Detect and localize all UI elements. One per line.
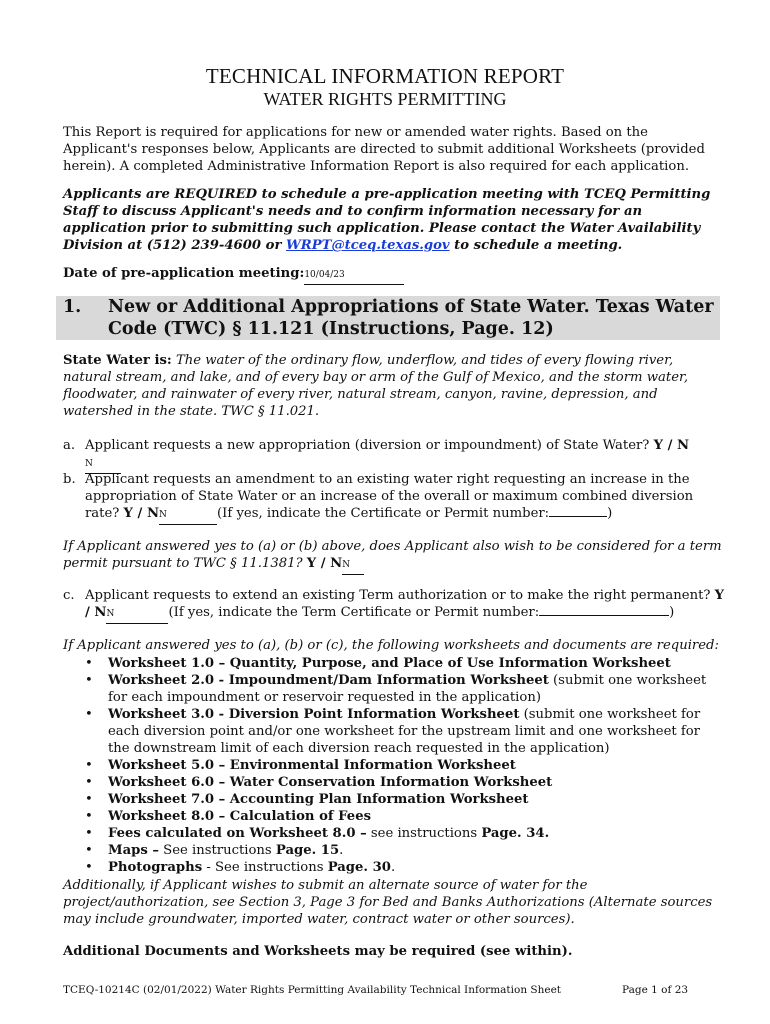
footer-page-number: Page 1 of 23 <box>622 984 689 996</box>
requirement-text-end: to schedule a meeting. <box>449 238 623 253</box>
list-item <box>63 706 723 757</box>
worksheet-3-note: (submit one worksheet for each diversion point and/or one worksheet for the upstream limit and one worksheet for the downstream limit of each diversion reach requested in the application) <box>108 707 701 756</box>
state-water-label: State Water is: <box>63 353 172 368</box>
list-item <box>63 757 723 774</box>
question-b-text: Applicant requests an amendment to an existing water right requesting an increase in the appropriation of State Water or an increase of the overall or maximum combined diversion rate? <box>85 472 694 521</box>
state-water-text: The water of the ordinary flow, underflow, and tides of every flowing river, natural stream, and lake, and of every bay or arm of the Gulf of Mexico, and the storm water, floodwater, and rainwater of every river, natural stream, canyon, ravine, depression, and watershed in the state. TWC § 11.021. <box>63 353 689 419</box>
worksheet-8-title: Worksheet 8.0 – Calculation of Fees <box>108 809 372 824</box>
question-a-answer[interactable]: N <box>85 456 121 474</box>
section-number: 1. <box>63 297 82 317</box>
maps-title: Maps – <box>108 843 159 858</box>
report-subtitle: WATER RIGHTS PERMITTING <box>263 89 507 109</box>
term-permit-question <box>63 538 723 575</box>
state-water-definition <box>63 352 723 420</box>
maps-page: Page. 15 <box>275 843 340 858</box>
worksheet-7-title: Worksheet 7.0 – Accounting Plan Information Worksheet <box>108 792 529 807</box>
question-b-label: b. <box>63 472 76 487</box>
term-permit-yn: Y / N <box>306 556 343 571</box>
maps-tail: . <box>339 843 344 858</box>
question-c-answer[interactable]: N <box>106 606 168 624</box>
fees-note: see instructions <box>366 826 482 841</box>
meeting-date-field[interactable]: 10/04/23 <box>304 267 404 285</box>
intro-paragraph: This Report is required for applications for new or amended water rights. Based on the Applicant's responses below, Applicants are directed to submit additional Worksheets (provided herein). A completed Administrative Information Report is also required for each application. <box>63 125 705 174</box>
list-item <box>63 825 723 842</box>
section-title: New or Additional Appropriations of State Water. Texas Water Code (TWC) § 11.121 (Instructions, Page. 12) <box>108 297 714 339</box>
worksheet-2-note: (submit one worksheet for each impoundment or reservoir requested in the application) <box>108 673 707 705</box>
required-worksheets-intro: If Applicant answered yes to (a), (b) or (c), the following worksheets and documents are required: <box>63 638 719 653</box>
fees-page: Page. 34. <box>481 826 550 841</box>
report-title: TECHNICAL INFORMATION REPORT <box>205 64 565 88</box>
list-item <box>63 655 723 672</box>
question-b-follow: (If yes, indicate the Certificate or Permit number: <box>217 506 550 521</box>
meeting-date-label: Date of pre-application meeting: <box>63 266 305 281</box>
photographs-title: Photographs <box>108 860 203 875</box>
requirement-paragraph <box>63 186 723 254</box>
list-item <box>63 842 723 859</box>
section-1-header <box>56 296 720 340</box>
question-c-label: c. <box>63 588 75 603</box>
question-c-permit-number[interactable] <box>539 615 669 616</box>
photographs-note: - See instructions <box>202 860 328 875</box>
question-c-follow: (If yes, indicate the Term Certificate or Permit number: <box>168 605 540 620</box>
question-a-text: Applicant requests a new appropriation (diversion or impoundment) of State Water? <box>85 438 654 453</box>
worksheet-5-title: Worksheet 5.0 – Environmental Information Worksheet <box>108 758 516 773</box>
fees-title: Fees calculated on Worksheet 8.0 – <box>108 826 367 841</box>
worksheet-1-title: Worksheet 1.0 – Quantity, Purpose, and Place of Use Information Worksheet <box>108 656 671 671</box>
worksheet-list <box>63 655 723 876</box>
list-item <box>63 672 723 706</box>
term-permit-answer[interactable]: N <box>342 557 364 575</box>
list-item <box>63 774 723 791</box>
question-c-yn: Y / N <box>85 588 725 620</box>
requirement-text: Applicants are REQUIRED to schedule a pre-application meeting with TCEQ Permitting Staff to discuss Applicant's needs and to confirm information necessary for an application prior to submitting such application. Please contact the Water Availability Division at (512) 239-4600 or <box>63 187 711 253</box>
footer-form-id: TCEQ-10214C (02/01/2022) Water Rights Permitting Availability Technical Information Sheet <box>63 984 562 996</box>
meeting-date-line <box>63 265 723 285</box>
worksheet-6-title: Worksheet 6.0 – Water Conservation Information Worksheet <box>108 775 553 790</box>
question-b-close: ) <box>607 506 613 521</box>
question-b-answer[interactable]: N <box>159 507 217 525</box>
worksheet-2-title: Worksheet 2.0 - Impoundment/Dam Information Worksheet <box>108 673 549 688</box>
worksheet-3-title: Worksheet 3.0 - Diversion Point Information Worksheet <box>108 707 520 722</box>
maps-note: See instructions <box>158 843 276 858</box>
question-a-label: a. <box>63 438 76 453</box>
photographs-tail: . <box>390 860 396 875</box>
photographs-page: Page. 30 <box>327 860 391 875</box>
alternate-source-note: Additionally, if Applicant wishes to submit an alternate source of water for the project/authorization, see Section 3, Page 3 for Bed and Banks Authorizations (Alternate sources may include groundwater, imported water, contract water or other sources). <box>63 878 713 927</box>
list-item <box>63 859 723 876</box>
term-permit-text: If Applicant answered yes to (a) or (b) above, does Applicant also wish to be considered for a term permit pursuant to TWC § 11.1381? <box>63 539 722 571</box>
question-c-text: Applicant requests to extend an existing Term authorization or to make the right permanent? <box>85 588 715 603</box>
question-b-yn: Y / N <box>123 506 160 521</box>
list-item <box>63 791 723 808</box>
question-c-close: ) <box>669 605 675 620</box>
additional-documents-note: Additional Documents and Worksheets may be required (see within). <box>63 944 573 959</box>
email-link[interactable]: WRPT@tceq.texas.gov <box>285 238 450 253</box>
list-item <box>63 808 723 825</box>
question-b-permit-number[interactable] <box>549 516 607 517</box>
question-a-yn: Y / N <box>653 438 690 453</box>
